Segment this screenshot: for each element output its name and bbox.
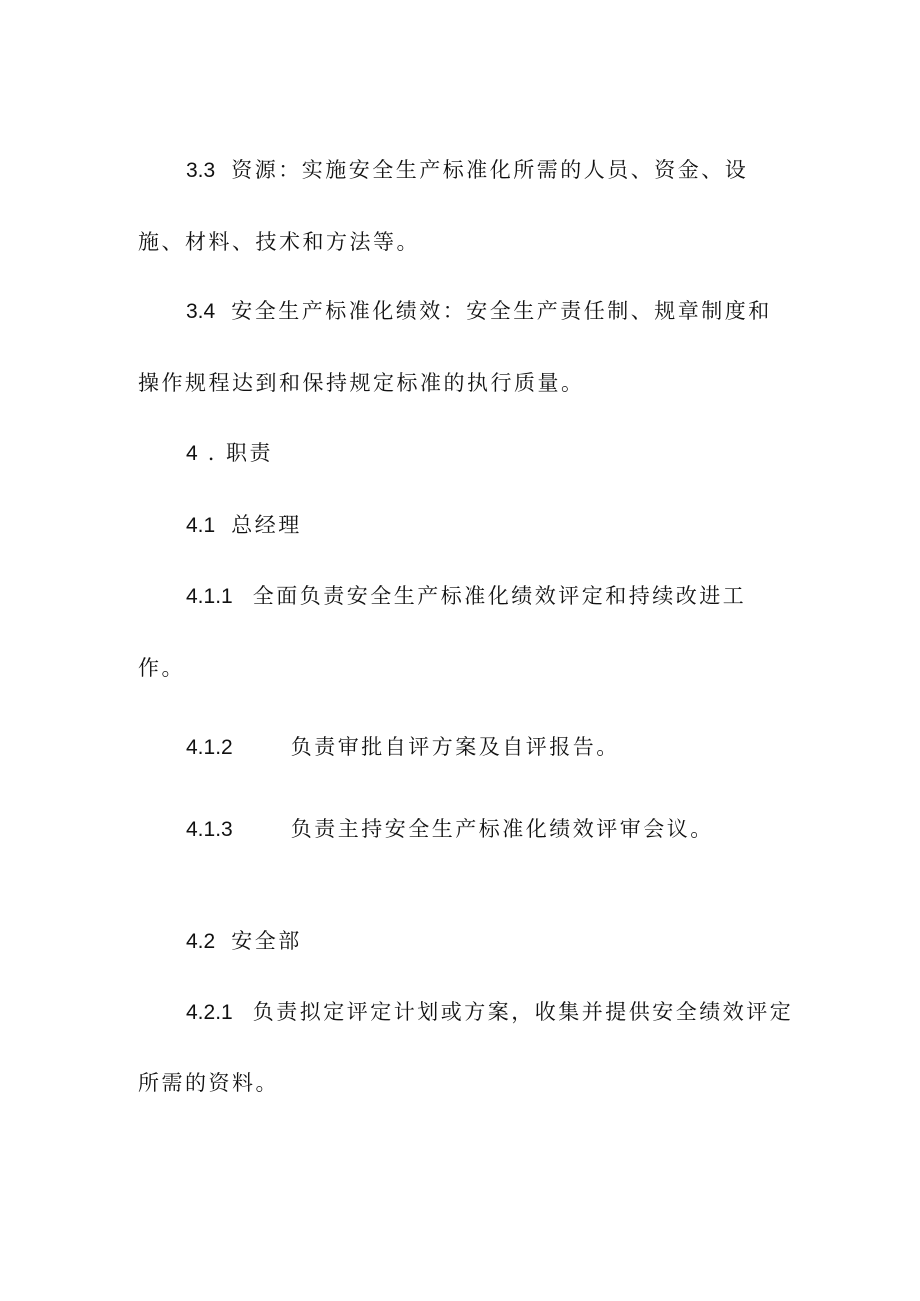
paragraph-4-1-1 [186,582,746,611]
section-number: 4.1 [186,514,216,537]
paragraph-text: 负责主持安全生产标准化绩效评审会议。 [290,817,714,841]
paragraph-text: 作。 [138,656,185,680]
section-number: 3.3 [186,159,216,182]
heading-text: 安全部 [231,929,302,953]
heading-text: 总经理 [231,513,302,537]
paragraph-continuation [138,1069,279,1097]
paragraph-text: 施、材料、技术和方法等。 [138,230,420,254]
paragraph-continuation [138,369,585,397]
paragraph-text: 所需的资料。 [138,1071,279,1095]
paragraph-continuation [138,228,420,256]
section-number: 4.2 [186,930,216,953]
paragraph-text: 负责拟定评定计划或方案，收集并提供安全绩效评定 [252,1000,794,1024]
heading-4-responsibilities [186,439,273,468]
paragraph-3-3 [186,156,748,185]
paragraph-text: 操作规程达到和保持规定标准的执行质量。 [138,371,585,395]
paragraph-4-1-2 [186,733,620,762]
section-number: 4.2.1 [186,1001,233,1024]
paragraph-text: 安全生产标准化绩效：安全生产责任制、规章制度和 [231,299,772,323]
paragraph-4-2-1 [186,998,793,1027]
section-number: 4 [186,442,198,465]
section-number: 4.1.3 [186,818,233,841]
heading-text: . 职责 [207,441,274,465]
paragraph-continuation [138,654,185,682]
heading-4-2-safety-department [186,927,302,956]
section-number: 4.1.2 [186,736,233,759]
section-number: 3.4 [186,300,216,323]
paragraph-3-4 [186,297,772,326]
section-number: 4.1.1 [186,585,233,608]
paragraph-text: 负责审批自评方案及自评报告。 [290,735,620,759]
paragraph-text: 全面负责安全生产标准化绩效评定和持续改进工 [252,584,747,608]
paragraph-text: 资源：实施安全生产标准化所需的人员、资金、设 [231,158,749,182]
paragraph-4-1-3 [186,815,714,844]
heading-4-1-general-manager [186,511,302,540]
